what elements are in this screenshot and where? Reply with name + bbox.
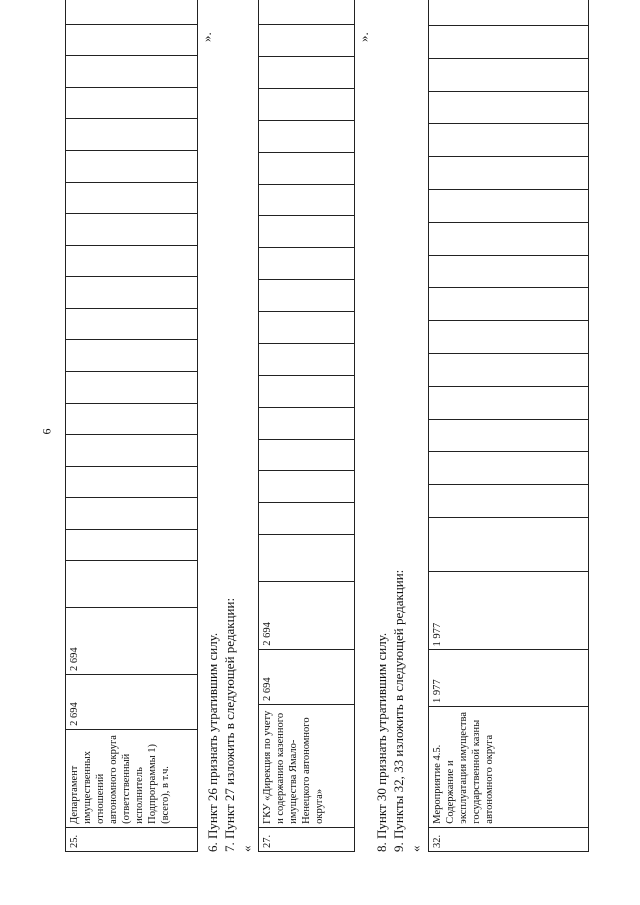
open-quote: « <box>239 845 254 852</box>
empty-cell <box>66 0 198 24</box>
empty-cell <box>66 435 198 467</box>
empty-cell <box>66 340 198 372</box>
row-number: 25. <box>66 827 198 851</box>
empty-cell <box>66 56 198 88</box>
table-row-27 <box>258 0 355 852</box>
empty-cell <box>259 503 355 535</box>
row-value-2: 2 694 <box>259 581 355 649</box>
empty-cell <box>259 216 355 248</box>
empty-cell <box>429 354 589 387</box>
instruction-p27: 7. Пункт 27 изложить в следующей редакции: <box>222 597 237 852</box>
empty-cell <box>66 403 198 435</box>
empty-cell <box>429 485 589 518</box>
empty-cell <box>429 321 589 354</box>
empty-cell <box>429 518 589 572</box>
row-value-1: 1 977 <box>429 650 589 707</box>
empty-cell <box>66 245 198 277</box>
empty-cell <box>259 471 355 503</box>
empty-cell <box>66 150 198 182</box>
empty-cell <box>259 88 355 120</box>
empty-cell <box>429 124 589 157</box>
empty-cell <box>429 157 589 190</box>
row-number: 27. <box>259 827 355 851</box>
row-value-2: 2 694 <box>66 607 198 674</box>
instruction-p30: 8. Пункт 30 признать утратившим силу. <box>374 632 389 852</box>
empty-cell <box>259 25 355 57</box>
row-number: 32. <box>429 827 589 851</box>
empty-cell <box>429 25 589 58</box>
row-name: Мероприятие 4.5. Содержание и эксплуатация имущества государственной казны автономного округа <box>429 707 589 828</box>
empty-cell <box>259 0 355 25</box>
instruction-p32-33: 9. Пункты 32, 33 изложить в следующей редакции: <box>391 569 406 852</box>
empty-cell <box>66 87 198 119</box>
empty-cell <box>259 535 355 582</box>
empty-cell <box>259 343 355 375</box>
empty-cell <box>66 119 198 151</box>
empty-cell <box>429 91 589 124</box>
empty-cell <box>66 372 198 404</box>
row-value-2: 1 977 <box>429 572 589 650</box>
row-value-1: 2 694 <box>259 649 355 704</box>
empty-cell <box>66 561 198 607</box>
empty-cell <box>259 57 355 89</box>
page-number: 6 <box>39 428 54 435</box>
empty-cell <box>429 190 589 223</box>
empty-cell <box>259 152 355 184</box>
closing-quote: ». <box>356 32 371 42</box>
empty-cell <box>429 255 589 288</box>
empty-cell <box>429 419 589 452</box>
empty-cell <box>429 386 589 419</box>
row-name: Департамент имущественных отношений автономного округа (ответственный исполнитель Подпрограммы 1) (всего), в т.ч. <box>66 729 198 827</box>
empty-cell <box>259 120 355 152</box>
row-value-1: 2 694 <box>66 674 198 729</box>
empty-cell <box>259 439 355 471</box>
empty-cell <box>259 375 355 407</box>
table-row-32 <box>428 0 589 852</box>
table-row-25 <box>65 0 198 852</box>
empty-cell <box>429 222 589 255</box>
empty-cell <box>259 407 355 439</box>
empty-cell <box>66 498 198 530</box>
empty-cell <box>66 24 198 56</box>
empty-cell <box>259 248 355 280</box>
empty-cell <box>259 184 355 216</box>
instruction-p26: 6. Пункт 26 признать утратившим силу. <box>205 632 220 852</box>
empty-cell <box>66 182 198 214</box>
empty-cell <box>259 280 355 312</box>
empty-cell <box>429 58 589 91</box>
empty-cell <box>429 0 589 25</box>
empty-cell <box>429 452 589 485</box>
empty-cell <box>66 214 198 246</box>
empty-cell <box>429 288 589 321</box>
closing-quote: ». <box>199 32 214 42</box>
empty-cell <box>66 466 198 498</box>
empty-cell <box>259 312 355 344</box>
empty-cell <box>66 308 198 340</box>
empty-cell <box>66 277 198 309</box>
open-quote: « <box>408 845 423 852</box>
row-name: ГКУ «Дирекция по учету и содержанию казенного имущества Ямало-Ненецкого автономного округа» <box>259 705 355 828</box>
empty-cell <box>66 529 198 561</box>
